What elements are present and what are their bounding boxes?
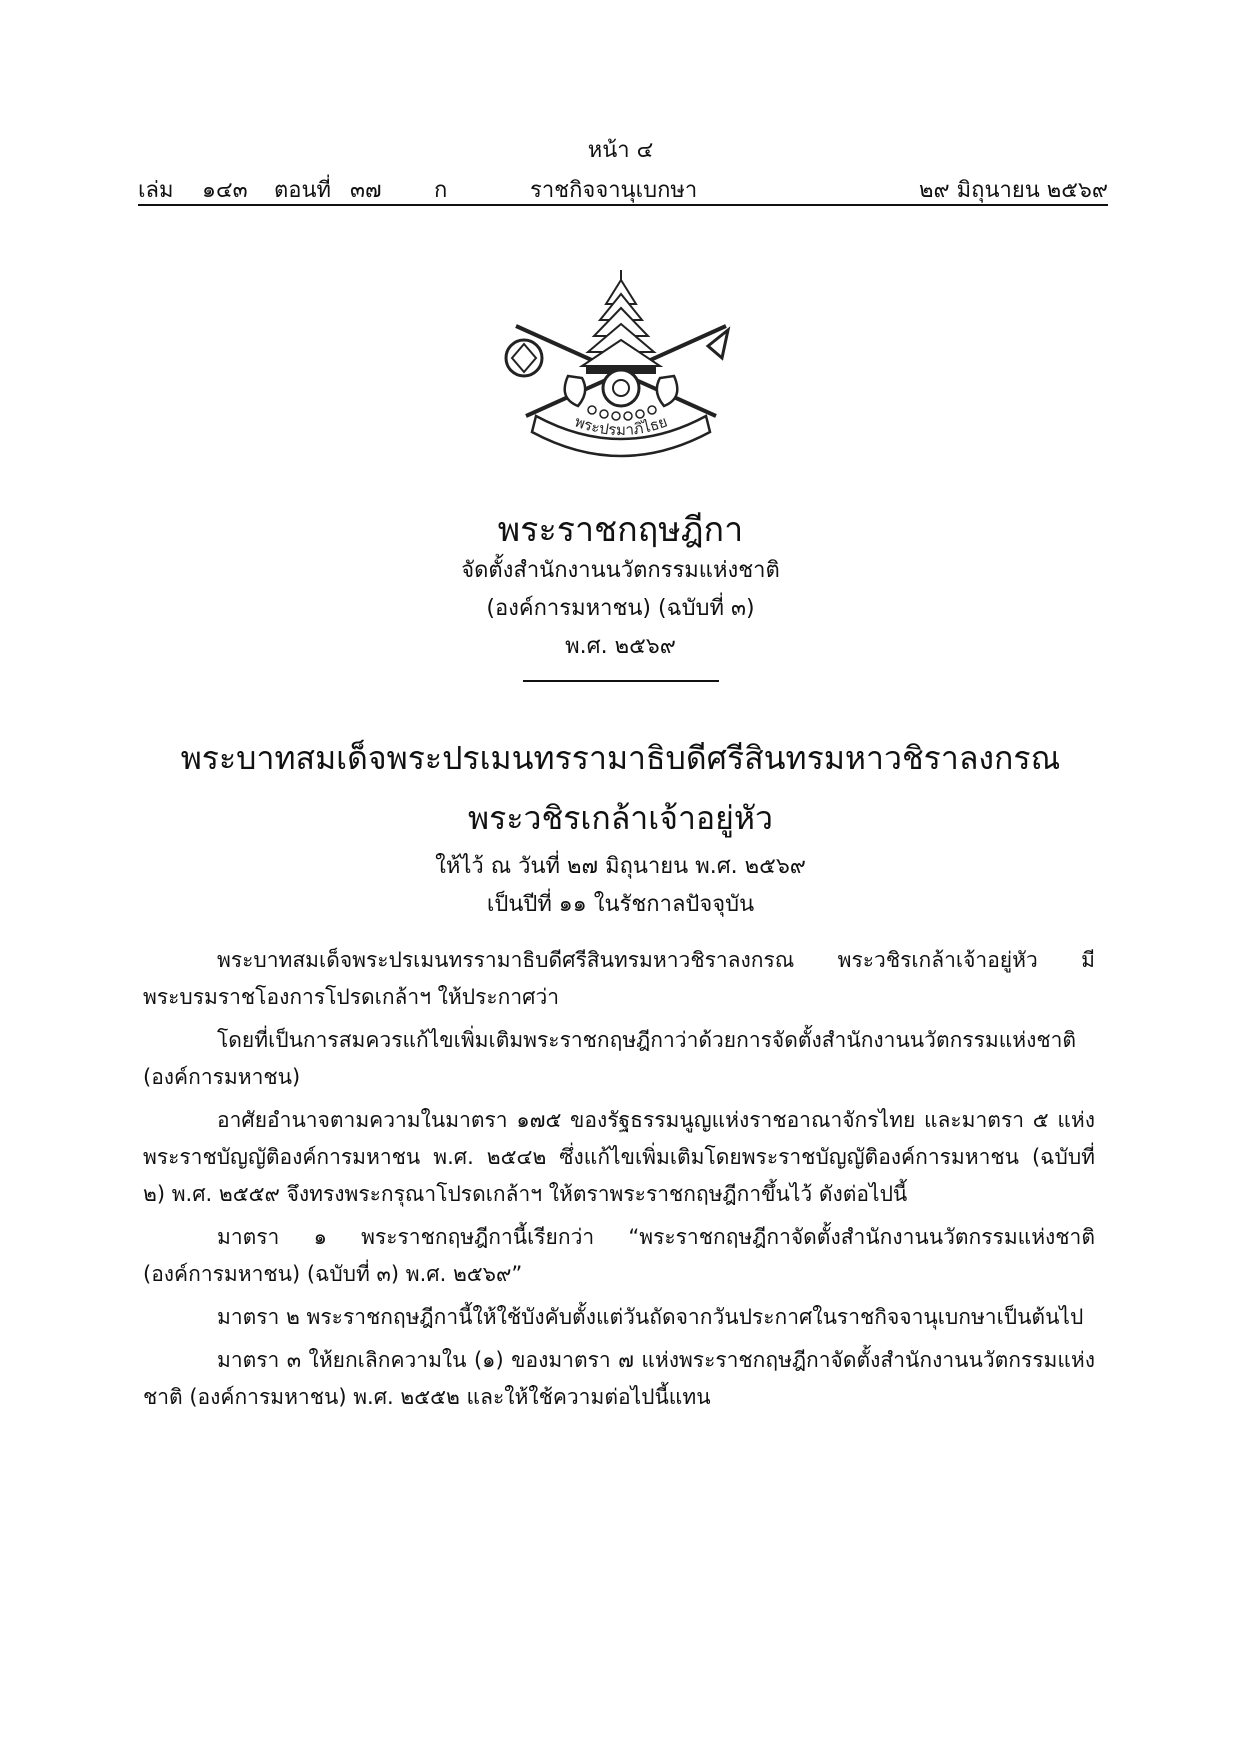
body-paragraph: โดยที่เป็นการสมควรแก้ไขเพิ่มเติมพระราชกฤษฎีกาว่าด้วยการจัดตั้งสำนักงานนวัตกรรมแห่งชาติ (องค์การมหาชน) [143,1028,1077,1089]
king-block [0,728,1241,924]
given-date: ให้ไว้ ณ วันที่ ๒๗ มิถุนายน พ.ศ. ๒๕๖๙ [435,854,806,879]
decree-year: พ.ศ. ๒๕๖๙ [565,634,676,659]
publication-name: ราชกิจจานุเบกษา [530,178,698,203]
royal-seal-emblem-icon [496,266,746,466]
decree-title-block [0,508,1241,682]
page-number: หน้า ๔ [587,138,654,163]
body-paragraph: พระบาทสมเด็จพระปรเมนทรรามาธิบดีศรีสินทรมหาวชิราลงกรณ พระวชิรเกล้าเจ้าอยู่หัว มีพระบรมราชโองการโปรดเกล้าฯ ให้ประกาศว่า [143,948,1095,1009]
issue-date: ๒๙ มิถุนายน ๒๕๖๙ [919,178,1108,203]
king-name-line-1: พระบาทสมเด็จพระปรเมนทรรามาธิบดีศรีสินทรมหาวชิราลงกรณ [180,739,1061,777]
title-divider [523,680,719,682]
svg-text:พระปรมาภิไธย: พระปรมาภิไธย [572,412,670,440]
reign-year: เป็นปีที่ ๑๑ ในรัชกาลปัจจุบัน [486,892,755,917]
section-label: ตอนที่ [274,178,332,203]
volume-number: ๑๔๓ [202,178,248,203]
section-3-paragraph: มาตรา ๓ ให้ยกเลิกความใน (๑) ของมาตรา ๗ แห่งพระราชกฤษฎีกาจัดตั้งสำนักงานนวัตกรรมแห่งชาติ (องค์การมหาชน) พ.ศ. ๒๕๕๒ และให้ใช้ความต่อไปนี้แทน [143,1348,1095,1409]
volume-label: เล่ม [138,178,174,203]
decree-body [143,942,1095,1422]
section-2-paragraph: มาตรา ๒ พระราชกฤษฎีกานี้ให้ใช้บังคับตั้งแต่วันถัดจากวันประกาศในราชกิจจานุเบกษาเป็นต้นไป [217,1305,1084,1329]
body-paragraph: อาศัยอำนาจตามความในมาตรา ๑๗๕ ของรัฐธรรมนูญแห่งราชอาณาจักรไทย และมาตรา ๕ แห่งพระราชบัญญัติองค์การมหาชน พ.ศ. ๒๕๔๒ ซึ่งแก้ไขเพิ่มเติมโดยพระราชบัญญัติองค์การมหาชน (ฉบับที่ ๒) พ.ศ. ๒๕๕๙ จึงทรงพระกรุณาโปรดเกล้าฯ ให้ตราพระราชกฤษฎีกาขึ้นไว้ ดังต่อไปนี้ [143,1108,1095,1206]
decree-subtitle-1: จัดตั้งสำนักงานนวัตกรรมแห่งชาติ [461,558,780,583]
royal-seal-emblem [496,266,746,466]
section-letter: ก [434,178,448,203]
decree-subtitle-2: (องค์การมหาชน) (ฉบับที่ ๓) [486,596,755,621]
section-1-paragraph: มาตรา ๑ พระราชกฤษฎีกานี้เรียกว่า “พระราชกฤษฎีกาจัดตั้งสำนักงานนวัตกรรมแห่งชาติ (องค์การมหาชน) (ฉบับที่ ๓) พ.ศ. ๒๕๖๙” [143,1225,1095,1286]
decree-title: พระราชกฤษฎีกา [497,510,744,550]
section-number: ๓๗ [350,178,382,203]
gazette-header [138,172,1108,206]
king-name-line-2: พระวชิรเกล้าเจ้าอยู่หัว [468,799,773,837]
